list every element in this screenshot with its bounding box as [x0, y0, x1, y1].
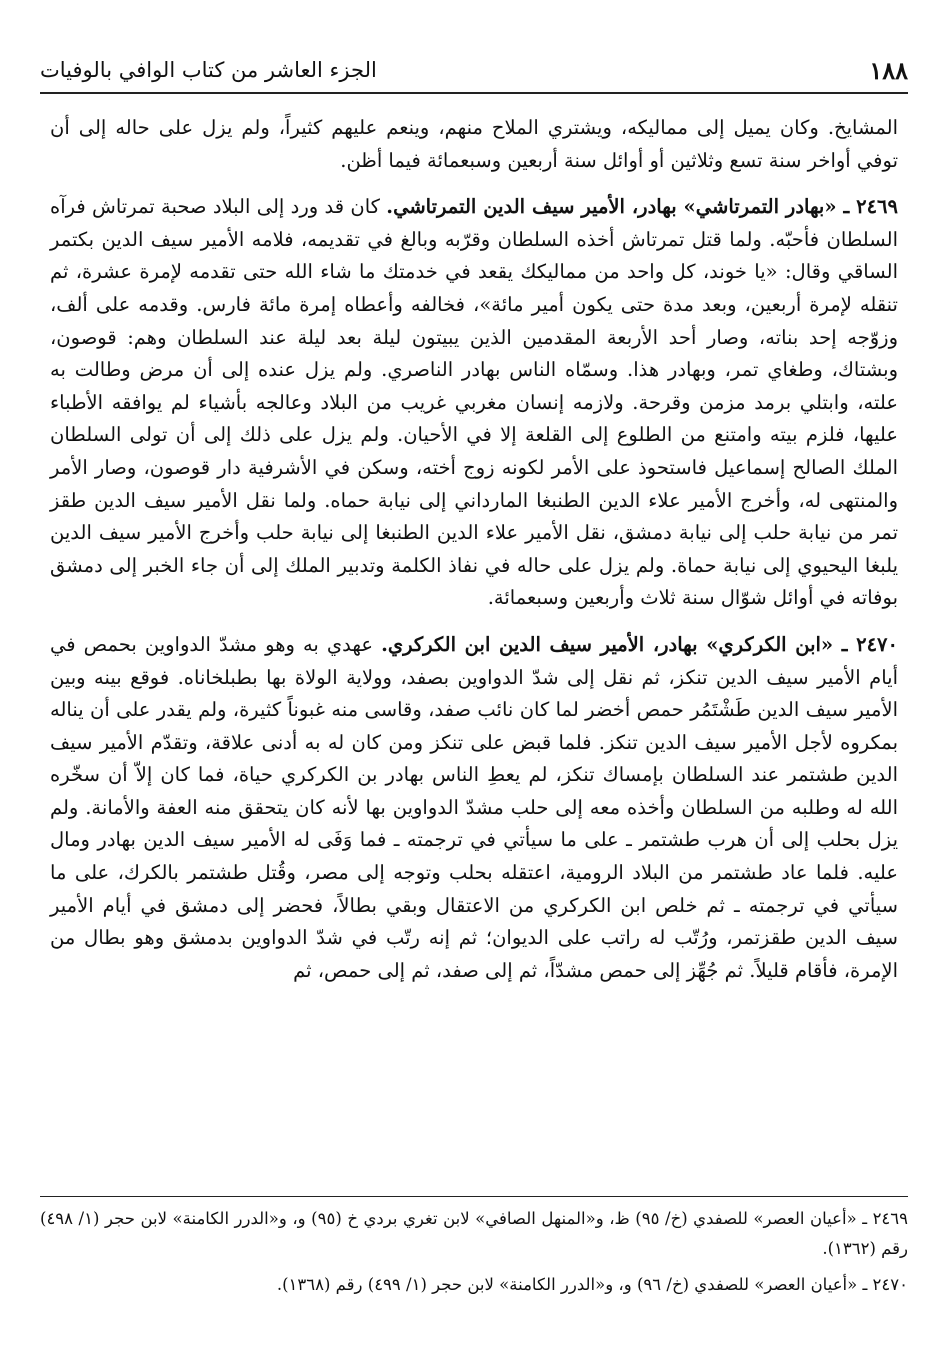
- page-number: ١٨٨: [869, 55, 908, 85]
- continuation-paragraph: المشايخ. وكان يميل إلى مماليكه، ويشتري الملاح منهم، وينعم عليهم كثيراً، ولم يزل على حاله إلى أن توفي أواخر سنة تسع وثلاثين أو أوائل سنة أربعين وسبعمائة فيما أظن.: [50, 116, 898, 172]
- footnote-divider: [40, 1196, 908, 1197]
- entry-2469: [50, 191, 898, 615]
- running-title: الجزء العاشر من كتاب الوافي بالوفيات: [40, 58, 377, 82]
- footnote-2469: ٢٤٦٩ ـ «أعيان العصر» للصفدي (خ/ ٩٥) ظ، و«المنهل الصافي» لابن تغري بردي خ (٩٥) و، و«الدرر الكامنة» لابن حجر (١/ ٤٩٨) رقم (١٣٦٢).: [40, 1209, 909, 1258]
- entry-2470-text: عهدي به وهو مشدّ الدواوين بحمص في أيام الأمير سيف الدين تنكز، ثم نقل إلى شدّ الدواوين بصفد، وولاية الولاة بها بطبلخاناه. فوقع بينه وبين الأمير سيف الدين طَشْتَمُر حمص أخضر لما كان نائب صفد، وقاسى منه غبوناً كثيرة، ولم يقدر على أن يناله بمكروه لأجل الأمير سيف الدين تنكز. فلما قبض على تنكز ومن كان له به أدنى علاقة، وتقدّم الأمير سيف الدين طشتمر عند السلطان بإمساك تنكز، لم يعطِ الناس بهادر بن الكركري حياة، فما كان إلاّ أن سخّره الله له وطلبه من السلطان وأخذه معه إلى حلب مشدّ الدواوين بها لأنه كان يتحقق منه العفة والأمانة. ولم يزل بحلب إلى أن هرب طشتمر ـ على ما سيأتي في ترجمته ـ فما وَفَى له الأمير سيف الدين بهادر ومال عليه. فلما عاد طشتمر من البلاد الرومية، اعتقله بحلب وتوجه إلى مصر، وقُتل طشتمر بالكرك، على ما سيأتي في ترجمته ـ ثم خلص ابن الكركري من الاعتقال وبقي بطالاً، فحضر إلى دمشق في أيام الأمير سيف الدين طقزتمر، ورُتّب له راتب على الديوان؛ ثم إنه رتّب في شدّ الدواوين بدمشق وهو بطال من الإمرة، فأقام قليلاً. ثم جُهِّز إلى حمص مشدّاً، ثم إلى صفد، ثم إلى حمص، ثم: [50, 632, 898, 982]
- entry-2470-heading: ٢٤٧٠ ـ «ابن الكركري» بهادر، الأمير سيف الدين ابن الكركري.: [381, 632, 898, 656]
- footnotes: [40, 1204, 908, 1306]
- entry-2469-text: كان قد ورد إلى البلاد صحبة تمرتاش فرآه السلطان فأحبّه. ولما قتل تمرتاش أخذه السلطان وقرّبه وبالغ في تقديمه، فلامه الأمير سيف الدين بكتمر الساقي وقال: «يا خوند، كل واحد من مماليكك يقعد في خدمتك ما شاء الله حتى تقدمه لإمرة عشرة، ثم تنقله لإمرة أربعين، وبعد مدة حتى يكون أمير مائة»، فخالفه وأعطاه إمرة مائة فارس. وقدمه على ألف، وزوّجه إحد بناته، وصار أحد الأربعة المقدمين الذين يبيتون ليلة بعد ليلة عند السلطان وهم: قوصون، وبشتاك، وطغاي تمر، وبهادر هذا. وسمّاه الناس بهادر الناصري. ولم يزل عنده إلى أن مرض وطالت به علته، وابتلي برمد مزمن وقرحة. ولازمه إنسان مغربي غريب من البلاد وعالجه بأشياء لم يوافقه الأطباء عليها، فلزم بيته وامتنع من الطلوع إلى القلعة إلا في الأحيان. ولم يزل على ذلك إلى أن تولى السلطان الملك الصالح إسماعيل فاستحوذ على الأمر لكونه زوج أخته، وسكن في الأشرفية دار قوصون، وصار الأمر والمنتهى له، وأخرج الأمير علاء الدين الطنبغا المارداني إلى نيابة حماه. ولما نقل الأمير سيف الدين طقز تمر من نيابة حلب إلى نيابة دمشق، نقل الأمير علاء الدين الطنبغا إلى نيابة حلب وأخرج الأمير سيف الدين يلبغا اليحيوي إلى نيابة حماة. ولم يزل على حاله في نفاذ الكلمة وتدبير الملك إلى أن جاء الخبر إلى دمشق بوفاته في أوائل شوّال سنة ثلاث وأربعين وسبعمائة.: [50, 195, 898, 610]
- footnote-2470: ٢٤٧٠ ـ «أعيان العصر» للصفدي (خ/ ٩٦) و، و«الدرر الكامنة» لابن حجر (١/ ٤٩٩) رقم (١٣٦٨).: [276, 1275, 908, 1294]
- main-text: [50, 112, 898, 987]
- entry-2470: [50, 629, 898, 988]
- page-header: [40, 48, 908, 94]
- entry-2469-heading: ٢٤٦٩ ـ «بهادر التمرتاشي» بهادر، الأمير سيف الدين التمرتاشي.: [386, 195, 899, 219]
